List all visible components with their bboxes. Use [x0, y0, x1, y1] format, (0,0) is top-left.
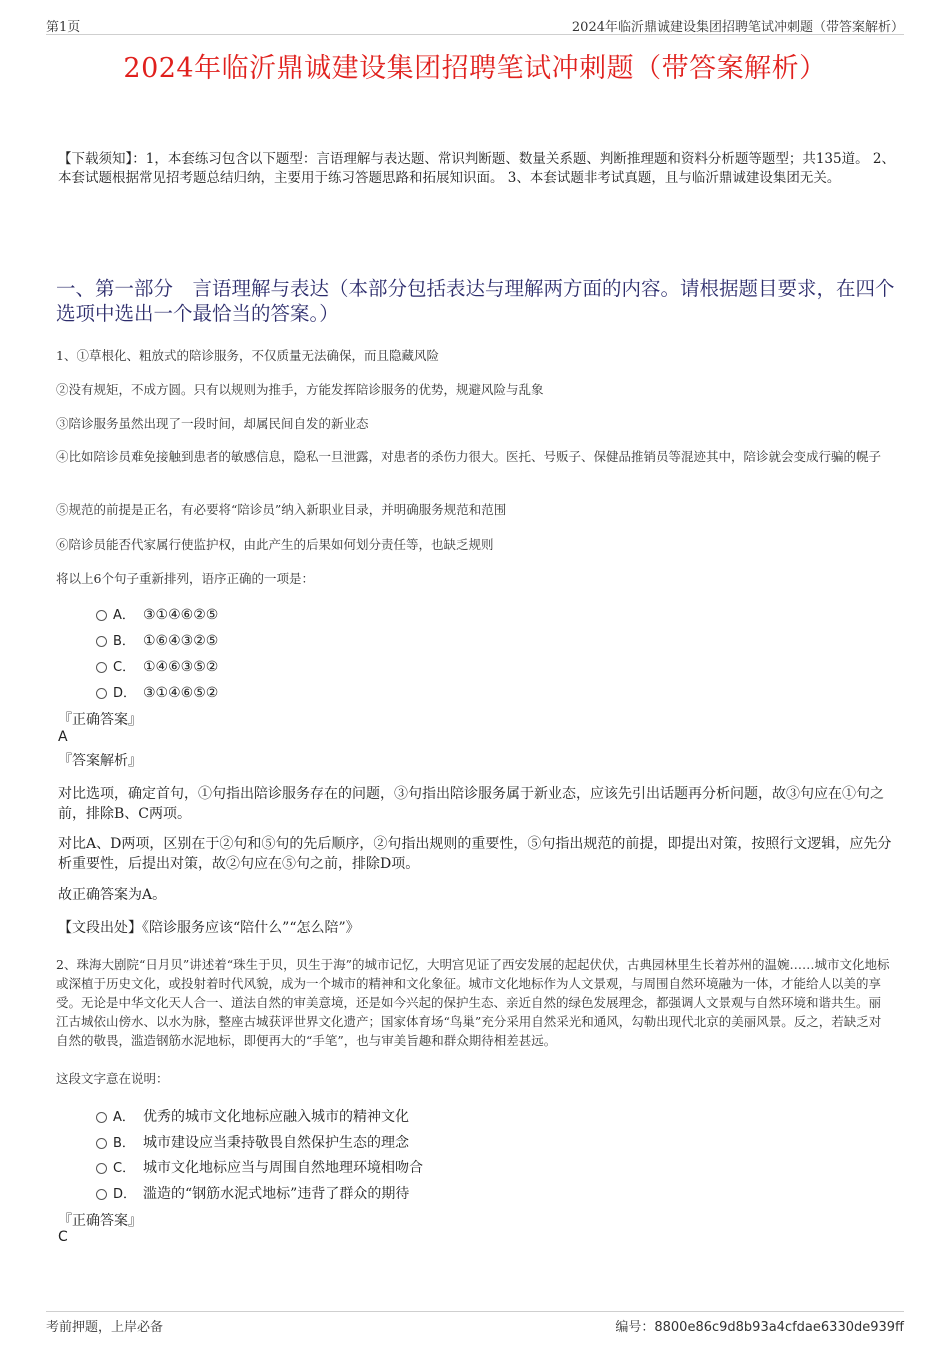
q2-option-b[interactable]: B． 城市建设应当秉持敬畏自然保护生态的理念	[96, 1132, 409, 1152]
q2-stem: 2、珠海大剧院“日月贝”讲述着“珠生于贝，贝生于海”的城市记忆，大明宫见证了西安发展的起起伏伏，古典园林里生长着苏州的温婉……城市文化地标或深植于历史文化，或投射着时代风貌，成为一个城市的精神和文化象征。城市文化地标作为人文景观，与周围自然环境融为一体，才能给人以美的享受。无论是中华文化天人合一、道法自然的审美意境，还是如今兴起的保护生态、亲近自然的绿色发展理念，都强调人文景观与自然环境和谐共生。丽江古城依山傍水、以水为脉，整座古城获评世界文化遗产；国家体育场“鸟巢”充分采用自然采光和通风，勾勒出现代北京的美丽风景。反之，若缺乏对自然的敬畏，滥造钢筋水泥地标，即便再大的“手笔”，也与审美旨趣和群众期待相差甚远。	[56, 957, 890, 1048]
radio-icon[interactable]	[96, 1163, 107, 1174]
q2-option-c[interactable]: C． 城市文化地标应当与周围自然地理环境相吻合	[96, 1157, 423, 1177]
footer-code-label: 编号：	[615, 1320, 655, 1335]
q1-line-3: ③陪诊服务虽然出现了一段时间，却属民间自发的新业态	[56, 416, 369, 431]
radio-icon[interactable]	[96, 610, 107, 621]
q1-prompt: 将以上6个句子重新排列，语序正确的一项是：	[56, 571, 314, 586]
radio-icon[interactable]	[96, 1189, 107, 1200]
q1-line-1: 1、①草根化、粗放式的陪诊服务，不仅质量无法确保，而且隐藏风险	[56, 348, 439, 363]
q1-option-a[interactable]: A． ③①④⑥②⑤	[96, 604, 218, 624]
q1-line-4: ④比如陪诊员难免接触到患者的敏感信息，隐私一旦泄露，对患者的杀伤力很大。医托、号贩子、保健品推销员等混迹其中，陪诊就会变成行骗的幌子	[56, 449, 882, 464]
q1-line-5: ⑤规范的前提是正名，有必要将“陪诊员”纳入新职业目录，并明确服务规范和范围	[56, 502, 507, 517]
q1-answer-label: 『正确答案』	[58, 712, 142, 728]
page-header	[46, 14, 904, 35]
q1-line-2: ②没有规矩，不成方圆。只有以规则为推手，方能发挥陪诊服务的优势，规避风险与乱象	[56, 382, 544, 397]
q2-answer-label: 『正确答案』	[58, 1213, 142, 1229]
radio-icon[interactable]	[96, 662, 107, 673]
footer-code	[615, 1316, 904, 1335]
q2-option-d[interactable]: D． 滥造的“钢筋水泥式地标”违背了群众的期待	[96, 1183, 409, 1203]
radio-icon[interactable]	[96, 1112, 107, 1123]
q2-answer: C	[58, 1229, 68, 1245]
footer-slogan: 考前押题，上岸必备	[46, 1320, 164, 1335]
q1-answer: A	[58, 729, 68, 745]
document-title: 2024年临沂鼎诚建设集团招聘笔试冲刺题（带答案解析）	[123, 53, 827, 84]
q1-analysis-label: 『答案解析』	[58, 753, 142, 769]
q1-source: 【文段出处】《陪诊服务应该“陪什么”“怎么陪”》	[58, 920, 360, 936]
q1-option-b[interactable]: B． ①⑥④③②⑤	[96, 630, 218, 650]
page-number: 第1页	[46, 20, 81, 35]
footer-code-value: 8800e86c9d8b93a4cfdae6330de939ff	[654, 1320, 904, 1335]
page-footer	[46, 1311, 904, 1335]
q1-analysis-1: 对比选项，确定首句，①句指出陪诊服务存在的问题，③句指出陪诊服务属于新业态，应该先引出话题再分析问题，故③句应在①句之前，排除B、C两项。	[58, 786, 884, 822]
q1-line-6: ⑥陪诊员能否代家属行使监护权，由此产生的后果如何划分责任等，也缺乏规则	[56, 537, 494, 552]
radio-icon[interactable]	[96, 688, 107, 699]
q1-option-c[interactable]: C． ①④⑥③⑤②	[96, 656, 218, 676]
q2-prompt: 这段文字意在说明：	[56, 1071, 169, 1086]
download-notice: 【下载须知】：1，本套练习包含以下题型：言语理解与表达题、常识判断题、数量关系题、判断推理题和资料分析题等题型；共135道。 2、本套试题根据常见招考题总结归纳，主要用于练习答题思路和拓展知识面。 3、本套试题非考试真题，且与临沂鼎诚建设集团无关。	[58, 151, 895, 186]
header-doc-title: 2024年临沂鼎诚建设集团招聘笔试冲刺题（带答案解析）	[571, 20, 904, 35]
section-heading: 一、第一部分 言语理解与表达（本部分包括表达与理解两方面的内容。请根据题目要求，在四个选项中选出一个最恰当的答案。）	[56, 277, 895, 325]
q1-analysis-2: 对比A、D两项，区别在于②句和⑤句的先后顺序，②句指出规则的重要性，⑤句指出规范的前提，即提出对策，按照行文逻辑，应先分析重要性，后提出对策，故②句应在⑤句之前，排除D项。	[58, 836, 892, 872]
q1-option-d[interactable]: D． ③①④⑥⑤②	[96, 682, 218, 702]
radio-icon[interactable]	[96, 636, 107, 647]
q2-option-a[interactable]: A． 优秀的城市文化地标应融入城市的精神文化	[96, 1106, 409, 1126]
q1-analysis-3: 故正确答案为A。	[58, 887, 167, 903]
radio-icon[interactable]	[96, 1138, 107, 1149]
